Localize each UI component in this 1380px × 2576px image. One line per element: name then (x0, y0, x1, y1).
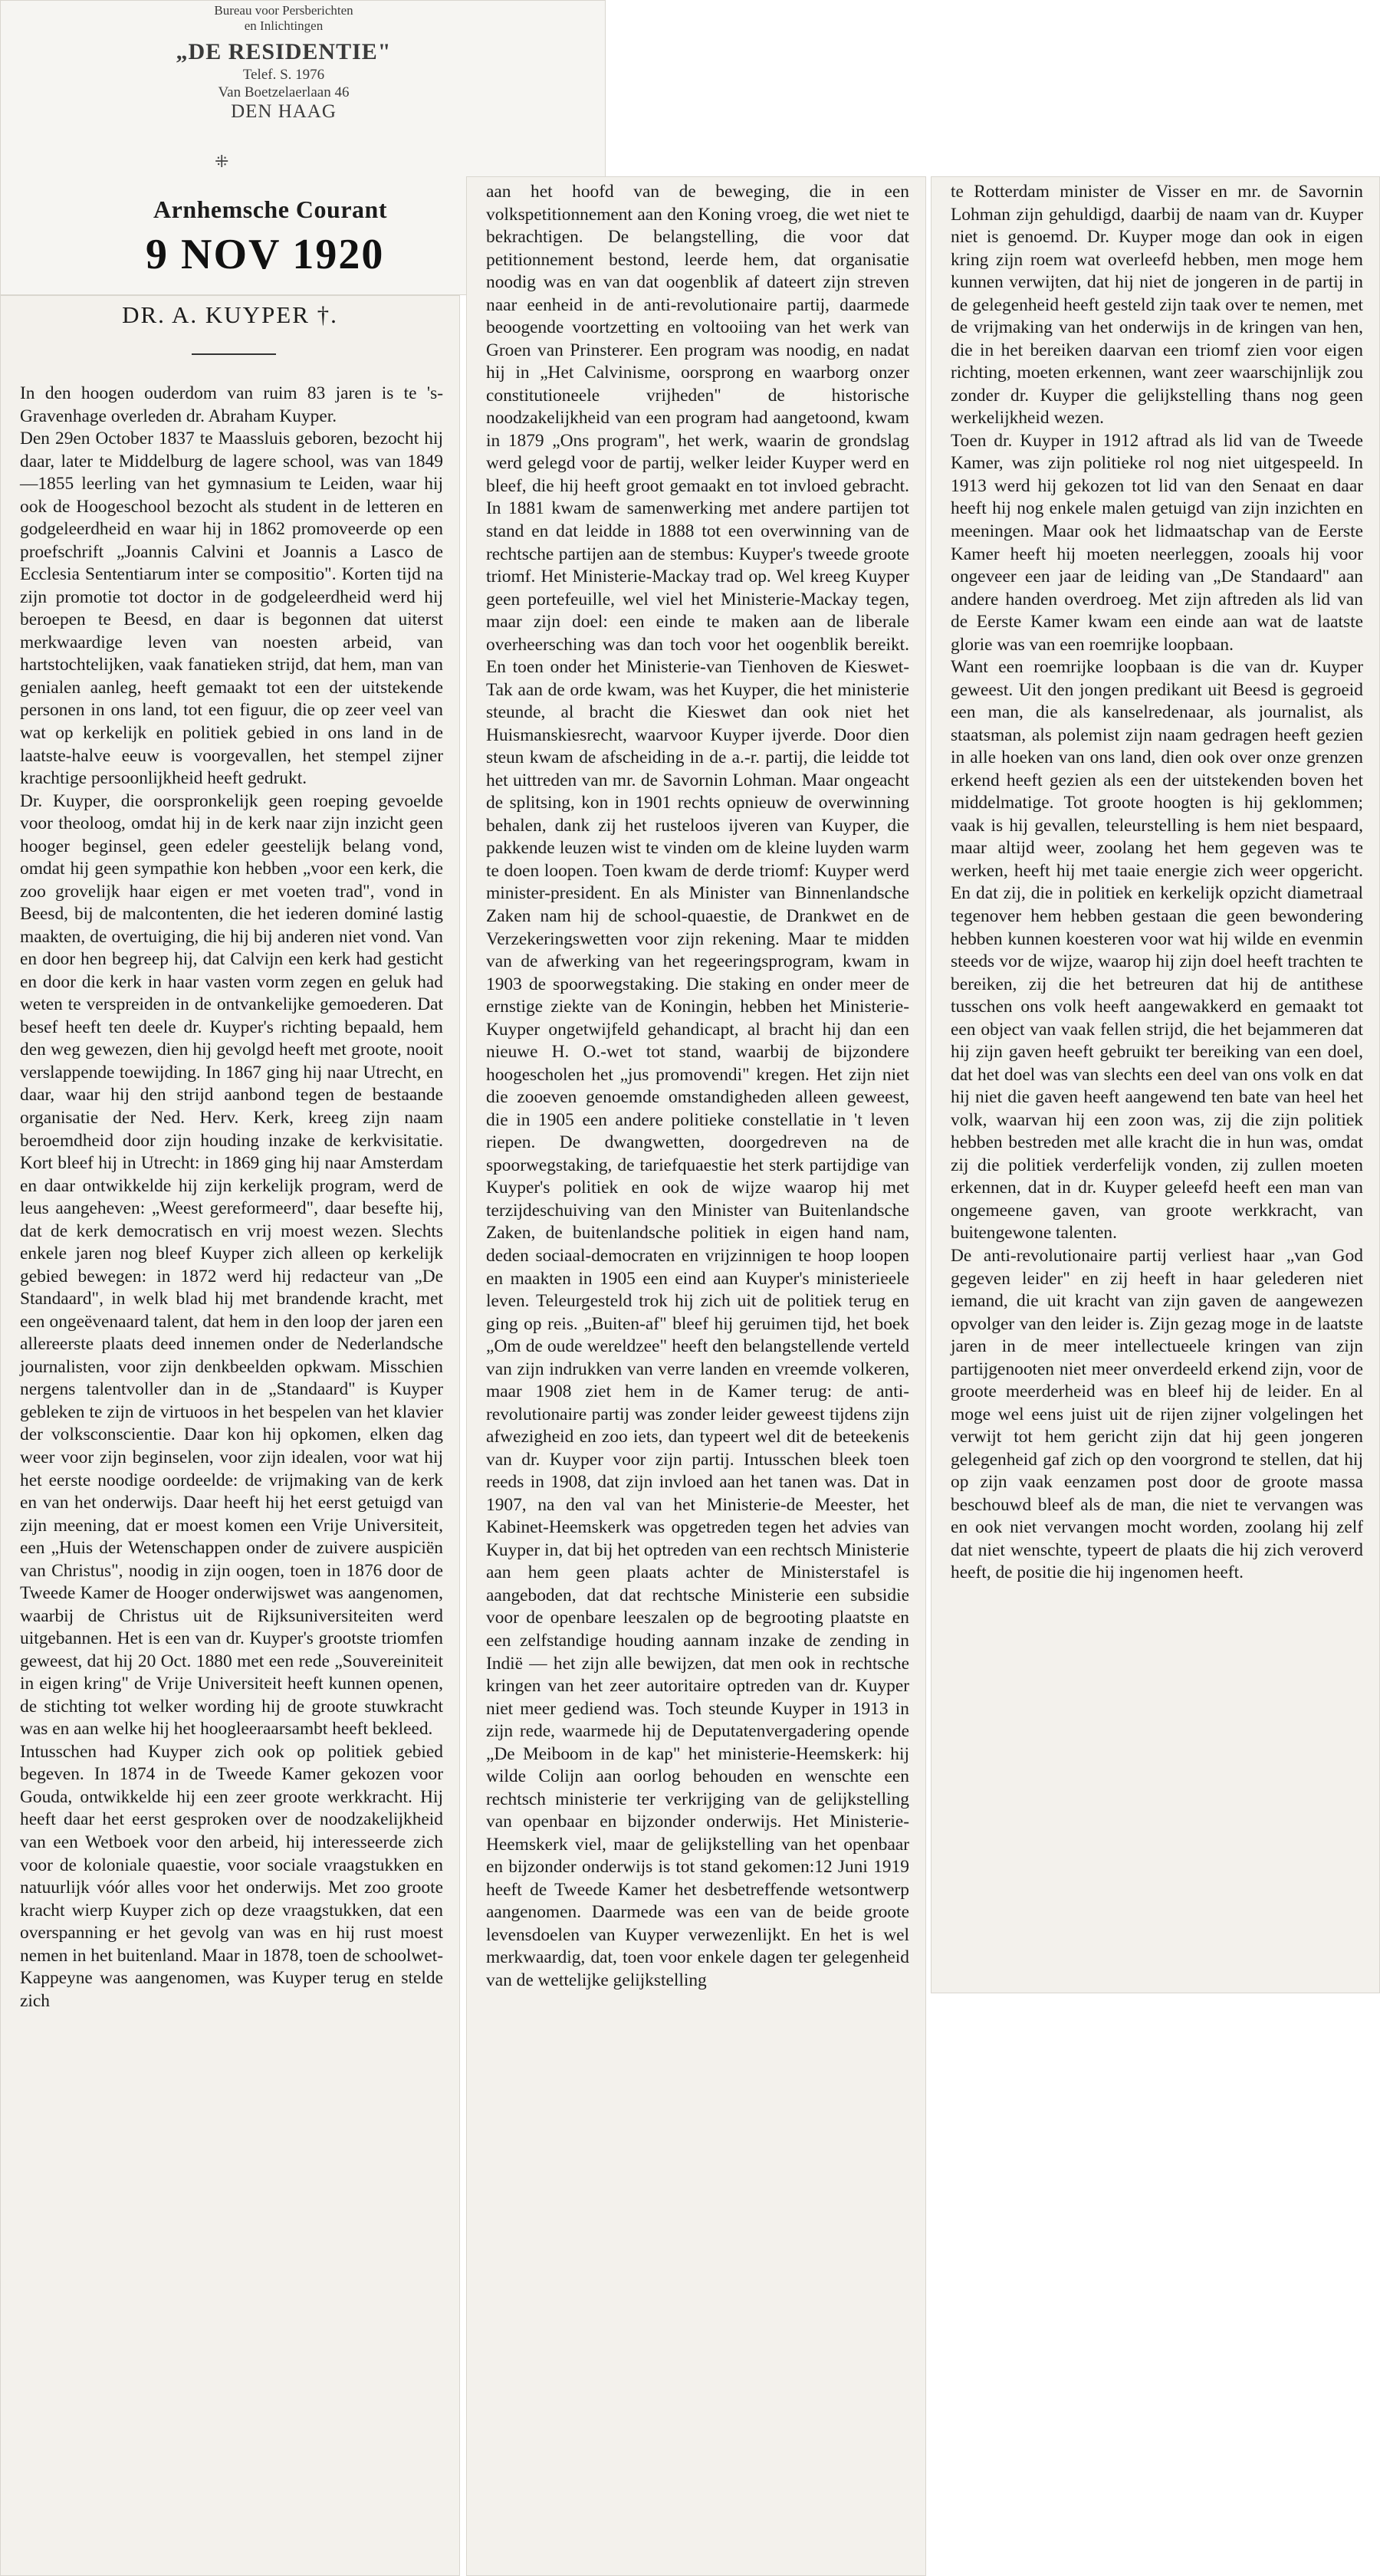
stamp-bureau-line-1: Bureau voor Persberichten (214, 3, 353, 18)
stamp-address: Van Boetzelaerlaan 46 (218, 84, 350, 100)
press-bureau-stamp (130, 3, 437, 123)
article-column-1-text: In den hoogen ouderdom van ruim 83 jaren is te 's-Gravenhage overleden dr. Abraham Kuyper. Den 29en October 1837 te Maassluis geboren, bezocht hij daar, later te Middelburg de lagere school, was van 1849—1855 leerling van het gymnasium te Leiden, waar hij ook de Hoogeschool bezocht als student in de letteren en godgeleerdheid en waar hij in 1862 promoveerde op een proefschrift „Joannis Calvini et Joannis a Lasco de Ecclesia Sententiarum inter se compositio". Korten tijd na zijn promotie tot doctor in de godgeleerdheid werd hij beroepen te Beesd, en daar is begonnen dat uiterst merkwaardige leven van noesten arbeid, van hartstochtelijken, vaak fanatieken strijd, dat hem, man van genialen aanleg, heeft gemaakt tot een der uitstekende personen in ons land, tot een figuur, die op zeer veel van wat op kerkelijk en politiek gebied in ons land in de laatste-halve eeuw is voorgevallen, het stempel zijner krachtige persoonlijkheid heeft gedrukt. Dr. Kuyper, die oorspronkelijk geen roeping gevoelde voor theoloog, omdat hij in de kerk naar zijn inzicht geen hooger beginsel, geen edeler geestelijk belang vond, omdat hij geen sympathie kon hebben „voor een kerk, die zoo grovelijk haar eigen er met voeten trad", vond in Beesd, bij de malcontenten, die het iederen dominé lastig maakten, de overtuiging, die hij bij anderen niet vond. Van en door hen begreep hij, dat Calvijn een kerk had gesticht en door die kerk in haar vasten vorm zegen en geluk had weten te verspreiden in de ontvankelijke gemoederen. Dat besef heeft ten deele dr. Kuyper's richting bepaald, hem den weg gewezen, dien hij gevolgd heeft met groote, nooit verslappende toewijding. In 1867 ging hij naar Utrecht, en daar, waar hij den strijd aanbond tegen de bestaande organisatie der Ned. Herv. Kerk, kreeg zijn naam beroemdheid door zijn houding inzake de kerkvisitatie. Kort bleef hij in Utrecht: in 1869 ging hij naar Amsterdam en daar ontwikkelde hij zijn kerkelijk program, werd de leus aangeheven: „Weest gereformeerd", daar besefte hij, dat de kerk democratisch en vrij moest wezen. Slechts enkele jaren nog bleef Kuyper zich alleen op kerkelijk gebied bewegen: in 1872 werd hij redacteur van „De Standaard", in welk blad hij met brandende kracht, met een ongeëvenaard talent, dat hem in den loop der jaren een allereerste plaats deed innemen onder de Nederlandsche journalisten, voor zijn denkbeelden opkwam. Misschien nergens talentvoller dan in de „Standaard" is Kuyper gebleken te zijn de virtuoos in het bespelen van het klavier der volksconscientie. Daar kon hij opkomen, elken dag weer voor zijn beginselen, voor zijn idealen, voor wat hij het eerste noodige oordeelde: de vrijmaking van de kerk en van het onderwijs. Daar heeft hij het eerst getuigd van zijn meening, dat er moest komen een Vrije Universiteit, een „Huis der Wetenschappen onder de zuivere auspiciën van Christus", noodig in zijn oogen, toen in 1876 door de Tweede Kamer de Hooger onderwijswet was aangenomen, waarbij de Christus uit de Rijksuniversiteiten werd uitgebannen. Het is een van dr. Kuyper's grootste triomfen geweest, dat hij 20 Oct. 1880 met een rede „Souvereiniteit in eigen kring" de Vrije Universiteit heeft kunnen openen, de stichting tot welker wording hij de groote stuwkracht was en aan welke hij het hoogleeraarsambt heeft bekleed. Intusschen had Kuyper zich ook op politiek gebied begeven. In 1874 in de Tweede Kamer gekozen voor Gouda, ontwikkelde hij een zeer groote werkkracht. Hij heeft daar het eerst gesproken over de noodzakelijkheid van een Wetboek voor den arbeid, hij interesseerde zich voor de koloniale quaestie, voor sociale vraagstukken en natuurlijk vóór alles voor het onderwijs. Met zoo groote kracht wierp Kuyper zich op deze vraagstukken, dat een overspanning er het gevolg van was en hij rust moest nemen in het buitenland. Maar in 1878, toen de schoolwet-Kappeyne was aangenomen, was Kuyper terug en stelde zich (20, 383, 443, 2011)
article-column-2-text: aan het hoofd van de beweging, die in een volkspetitionnement aan den Koning vroeg, die wet niet te bekrachtigen. De belangstelling, die voor dat petitionnement bestond, leerde hem, dat organisatie noodig was en van dat oogenblik af dateert zijn streven naar eenheid in de anti-revolutionaire partij, daarmede beoogende voortzetting en voltooiing van het werk van Groen van Prinsterer. Een program was noodig, en nadat hij in „Het Calvinisme, oorsprong en waarborg onzer constitutioneele vrijheden" de historische noodzakelijkheid van een program had aangetoond, kwam in 1879 „Ons program", het werk, waarin de grondslag werd gelegd voor de partij, welker leider Kuyper werd en bleef, die hij heeft groot gemaakt en tot invloed gebracht. In 1881 kwam de samenwerking met andere partijen tot stand en dat leidde in 1888 tot een overwinning van de rechtsche partijen aan de stembus: Kuyper's tweede groote triomf. Het Ministerie-Mackay trad op. Wel kreeg Kuyper geen portefeuille, wel viel het Ministerie-Mackay tegen, maar zijn doel: een einde te maken aan de liberale overheersching was dan toch voor het oogenblik bereikt. En toen onder het Ministerie-van Tienhoven de Kieswet-Tak aan de orde kwam, was het Kuyper, die het ministerie steunde, al bracht die Kieswet dan ook niet het Huismanskiesrecht, waarvoor Kuyper ijverde. Door dien steun kwam de afscheiding in de a.-r. partij, die leidde tot het uittreden van mr. de Savornin Lohman. Maar ongeacht de splitsing, kon in 1901 rechts opnieuw de overwinning behalen, dank zij het rusteloos ijveren van Kuyper, die pakkende leuzen wist te vinden om de kleine luyden warm te doen loopen. Toen kwam de derde triomf: Kuyper werd minister-president. En als Minister van Binnenlandsche Zaken nam hij de school-quaestie, de Drankwet en de Verzekeringswetten voor zijn rekening. Maar te midden van de afwerking van het regeeringsprogram, kwam in 1903 de spoorwegstaking. Die staking en onder meer de ernstige ziekte van de Koningin, hebben het Ministerie-Kuyper ongetwijfeld gehandicapt, al bracht hij dan een nieuwe H. O.-wet tot stand, waarbij de bijzondere hoogescholen het „jus promovendi" kregen. Het zijn niet die zooeven genoemde omstandigheden alleen geweest, die in 1905 een andere politieke constellatie in 't leven riepen. De dwangwetten, doorgedreven na de spoorwegstaking, de tariefquaestie het sterk partijdige van Kuyper's politiek en ook de wijze waarop hij met terzijdeschuiving van den Minister van Buitenlandsche Zaken, de buitenlandsche politiek in eigen hand nam, deden sociaal-democraten en vrijzinnigen te hoop loopen en maakten in 1905 een eind aan Kuyper's ministerieele leven. Teleurgesteld trok hij zich uit de politiek terug en ging op reis. „Buiten-af" bleef hij geruimen tijd, het boek „Om de oude wereldzee" heeft den belangstellende verteld van zijn indrukken van verre landen en vreemde volkeren, maar 1908 ziet hem in de Kamer terug: de anti-revolutionaire partij was zonder leider geweest tijdens zijn afwezigheid en zoo iets, dan typeert wel dit de beteekenis van dr. Kuyper voor zijn partij. Intusschen bleek toen reeds in 1908, dat zijn invloed aan het tanen was. Dat in 1907, na den val van het Ministerie-de Meester, het Kabinet-Heemskerk was opgetreden tegen het advies van Kuyper in, dat bij het optreden van een rechtsch Ministerie aan hem geen plaats achter de Ministerstafel is aangeboden, dat dat rechtsche Ministerie een subsidie voor de openbare leeszalen op de begrooting plaatste en een zelfstandige houding aannam inzake de zending in Indië — het zijn alle bewijzen, dat men ook in rechtsche kringen van het zeer autoritaire optreden van dr. Kuyper niet meer gediend was. Toch steunde Kuyper in 1913 in zijn rede, waarmede hij de Deputatenvergadering opende „De Meiboom in de kap" het ministerie-Heemskerk: hij wilde Colijn aan oorlog behouden en wenschte een rechtsch ministerie ter verkrijging van de gelijkstelling van openbaar en bijzonder onderwijs. Het Ministerie-Heemskerk viel, maar de gelijkstelling van het openbaar en bijzonder onderwijs is tot stand gekomen:12 Juni 1919 heeft de Tweede Kamer het desbetreffende wetsontwerp aangenomen. Daarmede was een van de beide groote levensdoelen van Kuyper verwezenlijkt. En het is wel merkwaardig, dat, toen voor enkele dagen ter gelegenheid van de wettelijke gelijkstelling (486, 182, 909, 1990)
headline-rule (192, 353, 276, 355)
stamp-city: DEN HAAG (231, 100, 337, 122)
article-headline: DR. A. KUYPER †. (122, 301, 338, 328)
date-stamp: 9 NOV 1920 (146, 231, 385, 278)
stamp-bureau-line-2: en Inlichtingen (244, 18, 324, 33)
newspaper-name: Arnhemsche Courant (153, 196, 387, 223)
article-column-2 (466, 176, 926, 2576)
stamp-phone: Telef. S. 1976 (242, 67, 325, 84)
stamp-bureau-name: „DE RESIDENTIE" (176, 39, 392, 65)
article-column-1 (0, 295, 460, 2576)
ornament-icon: ⁜ (215, 152, 229, 171)
article-column-3-text: te Rotterdam minister de Visser en mr. de Savornin Lohman zijn gehuldigd, daarbij de naam van dr. Kuyper niet is genoemd. Dr. Kuyper moge dan ook in eigen kring zijn roem wat overleefd hebben, men moge hem kunnen verwijten, dat hij niet de jongeren in de partij in de gelegenheid heeft gesteld zijn taak over te nemen, met de vrijmaking van het onderwijs in de kringen van hen, die in het bereiken daarvan een triomf zien voor eigen richting, moeten erkennen, want zeer waarschijnlijk zou zonder dr. Kuyper die gelijkstelling thans nog geen werkelijkheid wezen. Toen dr. Kuyper in 1912 aftrad als lid van de Tweede Kamer, was zijn politieke rol nog niet uitgespeeld. In 1913 werd hij gekozen tot lid van den Senaat en daar heeft hij nog enkele malen getuigd van zijn inzichten en meeningen. Maar ook het lidmaatschap van de Eerste Kamer heeft hij moeten neerleggen, zooals hij voor ongeveer een jaar de leiding van „De Standaard" aan andere handen overdroeg. Met zijn aftreden als lid van de Eerste Kamer kwam een einde aan wat de laatste glorie was van een roemrijke loopbaan. Want een roemrijke loopbaan is die van dr. Kuyper geweest. Uit den jongen predikant uit Beesd is gegroeid een man, die als kanselredenaar, als journalist, als staatsman, als polemist zijn naam gedragen heeft gezien in alle hoeken van ons land, dien ook over onze grenzen erkend heeft gezien als een der uitstekenden boven het middelmatige. Tot groote hoogten is hij geklommen; vaak is hij gevallen, teleurstelling is hem niet bespaard, maar altijd weer, zoolang het hem gegeven was te werken, heeft hij met taaie energie zich weer opgericht. En dat zij, die in politiek en kerkelijk opzicht diametraal tegenover hem hebben gestaan die geen bewondering hebben kunnen koesteren voor wat hij wilde en evenmin steeds vor de wijze, waarop hij zijn doel heeft trachten te bereiken, zij die het betreuren dat hij de antithese tusschen ons volk heeft aangewakkerd en gemaakt tot een object van vaak fellen strijd, die het bejammeren dat hij zijn gaven heeft gebruikt ter bereiking van een doel, dat het doel was van slechts een deel van ons volk en dat hij niet die gaven heeft aangewend ten bate van heel het volk, waarvan hij een zoon was, zij die zijn politiek hebben bestreden met alle kracht die in hun was, omdat zij die politiek verderfelijk vonden, zij zullen moeten erkennen, dat in dr. Kuyper geleefd heeft een man van ongemeene gaven, van groote werkkracht, van buitengewone talenten. De anti-revolutionaire partij verliest haar „van God gegeven leider" en zij heeft in haar gelederen niet iemand, die uit kracht van zijn gaven de aangewezen opvolger van den leider is. Zijn gezag moge in de laatste jaren in de meer intellectueele kringen van zijn partijgenooten niet meer onverdeeld erkend zijn, voor de groote meerderheid was en bleef hij de leider. En al moge wel eens juist uit de rijen zijner volgelingen het verwijt tot hem gericht zijn dat hij geen jongeren gelegenheid gaf zich op den voorgrond te stellen, dat hij op zijn vaak eenzamen post door de groote massa beschouwd bleef als de man, die niet te vervangen was en ook niet vervangen mocht worden, zoolang hij zelf dat niet wenschte, typeert de plaats die hij zich veroverd heeft, de positie die hij ingenomen heeft. (951, 182, 1363, 1583)
article-column-3 (931, 176, 1380, 1993)
